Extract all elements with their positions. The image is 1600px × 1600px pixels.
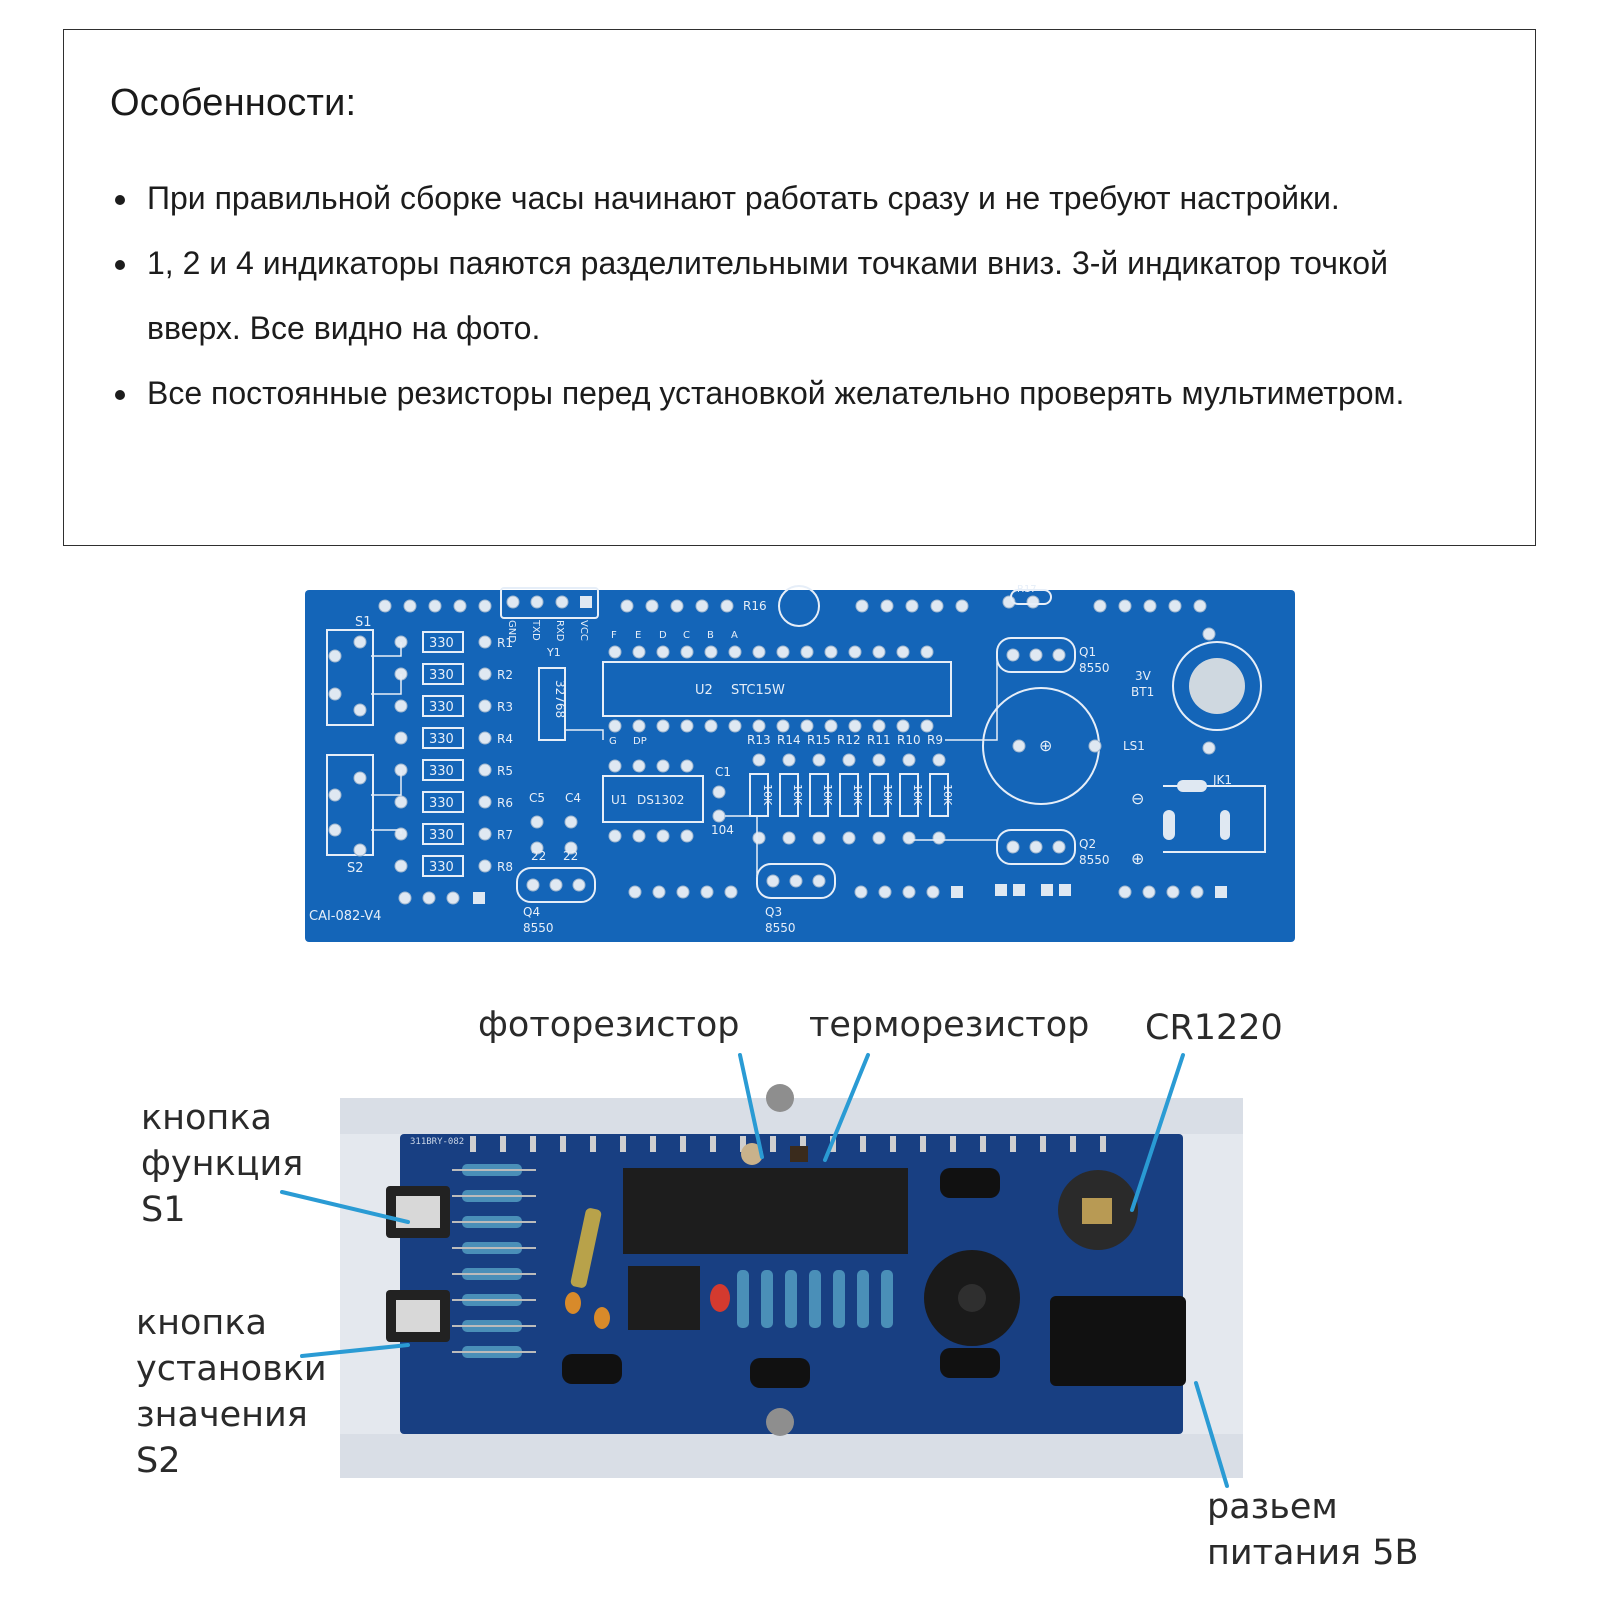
plus-icon: ⊕ [1131,849,1145,868]
solder-pad [681,646,693,658]
solder-pad [479,700,491,712]
jack-pad [1177,780,1207,792]
solder-pad [354,636,366,648]
solder-pad [609,760,621,772]
solder-pad [1030,841,1042,853]
solder-pad [753,720,765,732]
solder-pad [1203,742,1215,754]
resistor-value: 330 [429,700,454,715]
solder-pad [705,646,717,658]
solder-pad [423,892,435,904]
pull-resistor-ref: R10 [897,733,921,747]
solder-pad [681,720,693,732]
button-s1-label: S1 [355,615,372,630]
solder-pad [609,646,621,658]
header-pin [530,1136,536,1152]
solder-pad [813,875,825,887]
transistor [940,1348,1000,1378]
solder-pad [1167,886,1179,898]
transistor [562,1354,622,1384]
solder-pad [657,830,669,842]
mcu-ref: U2 [695,683,713,698]
solder-pad [767,875,779,887]
callout-photoresistor: фоторезистор [478,1005,740,1045]
segment-label: D [659,630,667,641]
solder-pad [447,892,459,904]
solder-pad [753,754,765,766]
solder-pad [329,688,341,700]
solder-pad [1203,628,1215,640]
solder-pad [479,764,491,776]
solder-pad [849,646,861,658]
features-list [109,166,1489,426]
solder-pad [825,646,837,658]
solder-pad [873,832,885,844]
cap-value: 22 [531,849,547,863]
solder-pad [903,886,915,898]
resistor-value: 330 [429,860,454,875]
solder-pad [395,860,407,872]
header-pin [680,1136,686,1152]
pull-resistor-value: 10K [851,784,864,806]
header-pin [710,1136,716,1152]
solder-pad [479,828,491,840]
pull-resistor-value: 10K [821,784,834,806]
solder-pad [753,646,765,658]
pull-resistor-value: 10K [941,784,954,806]
header-pin-label: GND [506,620,517,643]
solder-pad [843,754,855,766]
solder-pad [873,720,885,732]
resistor-value: 330 [429,668,454,683]
battery-ref: BT1 [1131,685,1155,699]
header-pin [620,1136,626,1152]
cap-ref: C5 [529,791,546,805]
solder-pad [629,886,641,898]
solder-pad [573,879,585,891]
segment-label: C [683,630,690,641]
segment-label: A [731,630,738,641]
solder-pad [399,892,411,904]
solder-pad [753,832,765,844]
feature-text: При правильной сборке часы начинают работать сразу и не требуют настройки. [147,180,1340,216]
solder-pad [329,824,341,836]
crystal-value: 32768 [553,680,567,719]
square-pad [473,892,485,904]
callout-button-s1: кнопка функция S1 [141,1098,304,1230]
header-pin [1010,1136,1016,1152]
solder-pad [681,760,693,772]
ceramic-capacitor [594,1307,610,1329]
feature-item [109,231,1489,361]
callout-thermistor: терморезистор [809,1005,1090,1045]
solder-pad [429,600,441,612]
square-pad [1059,884,1071,896]
jack-pad [1220,810,1230,840]
solder-pad [1007,841,1019,853]
assembled-board-id: 311BRY-082 [410,1137,465,1147]
solder-pad [933,754,945,766]
segment-label: E [635,630,642,641]
header-pin [1070,1136,1076,1152]
square-pad [1215,886,1227,898]
solder-pad [479,600,491,612]
solder-pad [1053,649,1065,661]
resistor-ref: R2 [497,668,513,682]
solder-pad [653,886,665,898]
transistor-value: 8550 [1079,661,1110,675]
solder-pad [813,832,825,844]
pull-resistor-body [881,1270,893,1328]
solder-pad [657,760,669,772]
solder-pad [329,650,341,662]
callout-button-s2: кнопка установки значения S2 [136,1303,327,1481]
resistor-value: 330 [429,764,454,779]
header-pin [920,1136,926,1152]
resistor-ref: R5 [497,764,513,778]
solder-pad [479,732,491,744]
battery-pad [1189,658,1245,714]
square-pad [995,884,1007,896]
pull-resistor-value: 10K [761,784,774,806]
resistor-ref: R7 [497,828,513,842]
solder-pad [777,646,789,658]
segment-label: DP [633,736,647,747]
assembled-board-photo [340,1098,1243,1478]
callout-battery: CR1220 [1145,1008,1283,1048]
solder-pad [801,646,813,658]
solder-pad [479,668,491,680]
solder-pad [843,832,855,844]
solder-pad [725,886,737,898]
case-screw [766,1084,794,1112]
thermistor-label: R17 [1017,584,1037,595]
solder-pad [1089,740,1101,752]
solder-pad [633,720,645,732]
square-pad [580,596,592,608]
solder-pad [1191,886,1203,898]
photoresistor-label: R16 [743,599,767,613]
header-pin [830,1136,836,1152]
feature-item [109,361,1489,426]
solder-pad [329,789,341,801]
header-pin [950,1136,956,1152]
solder-pad [855,886,867,898]
solder-pad [479,796,491,808]
transistor-ref: Q2 [1079,837,1097,851]
solder-pad [856,600,868,612]
solder-pad [897,646,909,658]
pull-resistor-body [809,1270,821,1328]
solder-pad [713,810,725,822]
battery-contact [1082,1198,1112,1224]
crystal-ref: Y1 [547,646,561,659]
solder-pad [565,816,577,828]
solder-pad [1169,600,1181,612]
photoresistor [741,1143,763,1165]
solder-pad [801,720,813,732]
solder-pad [531,596,543,608]
solder-pad [696,600,708,612]
mcu-value: STC15W [731,683,785,698]
pull-resistor-value: 10K [791,784,804,806]
square-pad [1041,884,1053,896]
feature-text: 1, 2 и 4 индикаторы паяются разделительными точками вниз. 3-й индикатор точкой вверх. Все видно на фото. [147,245,1388,346]
jack-label: JK1 [1213,773,1233,787]
board-id-label: CAI-082-V4 [309,909,382,924]
feature-text: Все постоянные резисторы перед установкой желательно проверять мультиметром. [147,375,1405,411]
header-pin [770,1136,776,1152]
solder-pad [479,860,491,872]
header-pin [500,1136,506,1152]
solder-pad [783,754,795,766]
button-s1-cap [396,1196,440,1228]
resistor-value: 330 [429,732,454,747]
pull-resistor-value: 10K [881,784,894,806]
solder-pad [906,600,918,612]
header-pin [980,1136,986,1152]
transistor-value: 8550 [1079,853,1110,867]
transistor-ref: Q3 [765,905,783,919]
solder-pad [713,786,725,798]
bullet-icon [115,195,125,205]
solder-pad [633,830,645,842]
jack-pad [1163,810,1175,840]
pull-resistor-ref: R13 [747,733,771,747]
thermistor [790,1146,808,1162]
button-s2-cap [396,1300,440,1332]
solder-pad [1119,886,1131,898]
solder-pad [783,832,795,844]
segment-label: B [707,630,714,641]
cap-value: 22 [563,849,579,863]
pull-resistor-ref: R9 [927,733,943,747]
solder-pad [931,600,943,612]
bullet-icon [115,260,125,270]
pull-resistor-body [857,1270,869,1328]
solder-pad [879,886,891,898]
power-jack [1050,1296,1186,1386]
solder-pad [609,720,621,732]
pull-resistor-ref: R15 [807,733,831,747]
solder-pad [1194,600,1206,612]
header-pin [590,1136,596,1152]
header-pin [650,1136,656,1152]
mcu-chip [623,1168,908,1254]
header-pin-label: VCC [578,620,589,641]
pull-resistor-ref: R12 [837,733,861,747]
square-pad [1013,884,1025,896]
buzzer-polarity-icon: ⊕ [1039,736,1053,755]
features-box [63,29,1536,546]
button-s2-label: S2 [347,861,364,876]
cap-ref: C1 [715,765,732,779]
solder-pad [633,646,645,658]
case-bottom-edge [340,1434,1243,1478]
solder-pad [657,646,669,658]
solder-pad [1013,740,1025,752]
transistor-ref: Q4 [523,905,541,919]
callout-power-jack: разьем питания 5В [1207,1487,1419,1573]
pull-resistor-value: 10K [911,784,924,806]
transistor-value: 8550 [523,921,554,935]
solder-pad [790,875,802,887]
transistor [750,1358,810,1388]
feature-item [109,166,1489,231]
solder-pad [657,720,669,732]
resistor-value: 330 [429,796,454,811]
pull-resistor-ref: R11 [867,733,891,747]
resistor-ref: R8 [497,860,513,874]
solder-pad [825,720,837,732]
resistor-value: 330 [429,636,454,651]
pull-resistor-body [833,1270,845,1328]
solder-pad [777,720,789,732]
solder-pad [1143,886,1155,898]
solder-pad [646,600,658,612]
solder-pad [1144,600,1156,612]
resistor-ref: R3 [497,700,513,714]
solder-pad [354,772,366,784]
solder-pad [705,720,717,732]
minus-icon: ⊖ [1131,789,1145,808]
resistor-ref: R4 [497,732,513,746]
solder-pad [1094,600,1106,612]
solder-pad [556,596,568,608]
solder-pad [621,600,633,612]
buzzer-label: LS1 [1123,739,1145,753]
rtc-value: DS1302 [637,793,685,807]
transistor-ref: Q1 [1079,645,1097,659]
solder-pad [933,832,945,844]
solder-pad [404,600,416,612]
resistor-value: 330 [429,828,454,843]
solder-pad [849,720,861,732]
solder-pad [454,600,466,612]
cap-value: 104 [711,823,734,837]
segment-label: G [609,736,617,747]
solder-pad [681,830,693,842]
header-pin-label: RXD [554,620,565,642]
solder-pad [813,754,825,766]
solder-pad [354,844,366,856]
pull-resistor-body [761,1270,773,1328]
solder-pad [527,879,539,891]
solder-pad [550,879,562,891]
solder-pad [633,760,645,772]
case-screw [766,1408,794,1436]
solder-pad [1053,841,1065,853]
solder-pad [379,600,391,612]
solder-pad [1030,649,1042,661]
header-pin-label: TXD [530,620,541,641]
segment-label: F [611,630,617,641]
bullet-icon [115,390,125,400]
solder-pad [881,600,893,612]
solder-pad [531,816,543,828]
solder-pad [721,600,733,612]
header-pin [1040,1136,1046,1152]
square-pad [951,886,963,898]
solder-pad [395,796,407,808]
pull-resistor-body [785,1270,797,1328]
solder-pad [927,886,939,898]
solder-pad [903,832,915,844]
header-pin [470,1136,476,1152]
header-pin [560,1136,566,1152]
solder-pad [609,830,621,842]
solder-pad [395,700,407,712]
solder-pad [1119,600,1131,612]
ceramic-capacitor [565,1292,581,1314]
bare-pcb-photo [305,584,1295,942]
header-pin [890,1136,896,1152]
transistor [940,1168,1000,1198]
solder-pad [1007,649,1019,661]
rtc-ref: U1 [611,793,628,807]
solder-pad [897,720,909,732]
header-pin [860,1136,866,1152]
features-title: Особенности: [110,82,357,124]
solder-pad [873,754,885,766]
resistor-ref: R6 [497,796,513,810]
solder-pad [701,886,713,898]
header-pin [1100,1136,1106,1152]
battery-voltage: 3V [1135,669,1151,683]
solder-pad [479,636,491,648]
resistor-ref: R1 [497,636,513,650]
solder-pad [729,720,741,732]
solder-pad [507,596,519,608]
solder-pad [921,646,933,658]
solder-pad [873,646,885,658]
pull-resistor-body [737,1270,749,1328]
solder-pad [677,886,689,898]
pull-resistor-ref: R14 [777,733,801,747]
solder-pad [671,600,683,612]
solder-pad [395,732,407,744]
rtc-chip [628,1266,700,1330]
solder-pad [921,720,933,732]
ceramic-capacitor [710,1284,730,1312]
buzzer-hole [958,1284,986,1312]
solder-pad [903,754,915,766]
solder-pad [729,646,741,658]
solder-pad [354,704,366,716]
solder-pad [1027,596,1039,608]
solder-pad [956,600,968,612]
transistor-value: 8550 [765,921,796,935]
cap-ref: C4 [565,791,582,805]
